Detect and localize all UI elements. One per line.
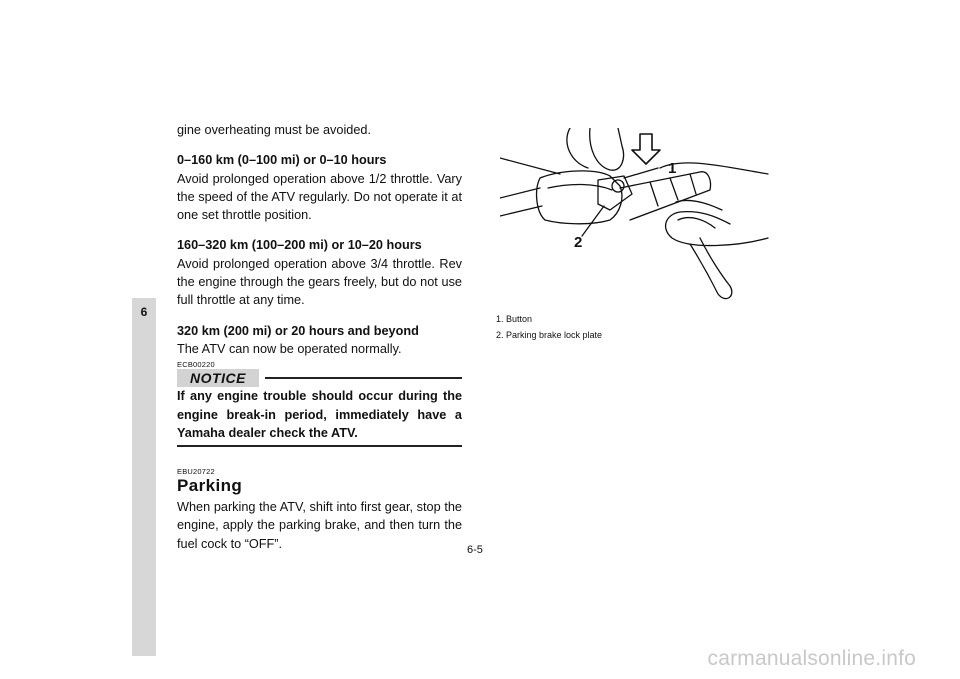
main-column: [177, 121, 462, 553]
stage-1-body: Avoid prolonged operation above 1/2 throttle. Vary the speed of the ATV regularly. Do not operate it at one set throttle position.: [177, 171, 462, 223]
notice-divider: [265, 377, 462, 379]
notice-badge: NOTICE: [177, 369, 259, 387]
left-thumb: [590, 128, 624, 170]
stage-3-heading: 320 km (200 mi) or 20 hours and beyond: [177, 323, 419, 338]
stage-3-body: The ATV can now be operated normally.: [177, 341, 402, 356]
parking-body: When parking the ATV, shift into first gear, stop the engine, apply the parking brake, and then turn the fuel cock to “OFF”.: [177, 500, 462, 551]
button: [612, 180, 624, 192]
page-number: 6-5: [467, 544, 483, 556]
handlebar: [500, 188, 542, 216]
parking-title: Parking: [177, 476, 243, 496]
callout-1: 1: [668, 160, 677, 177]
notice-text: If any engine trouble should occur during the engine break-in period, immediately have a Yamaha dealer check the ATV.: [177, 387, 462, 447]
stage-2-body: Avoid prolonged operation above 3/4 throttle. Rev the engine through the gears freely, but do not use full throttle at any time.: [177, 256, 462, 308]
intro-text: gine overheating must be avoided.: [177, 123, 371, 137]
press-arrow: [632, 134, 660, 164]
caption-2: 2. Parking brake lock plate: [496, 330, 603, 340]
chapter-number: 6: [140, 305, 148, 319]
stage-1-heading: 0–160 km (0–100 mi) or 0–10 hours: [177, 153, 387, 168]
handlebar-drawing: [500, 128, 770, 303]
callout-2: 2: [574, 234, 583, 251]
stage-2-heading: 160–320 km (100–200 mi) or 10–20 hours: [177, 238, 422, 253]
chapter-tab: [132, 298, 156, 656]
brake-lever: [690, 238, 732, 299]
cable: [500, 158, 560, 174]
parking-brake-illustration: [500, 128, 770, 303]
watermark: carmanualsonline.info: [707, 647, 916, 670]
caption-1: 1. Button: [496, 314, 533, 324]
parking-code: EBU20722: [177, 467, 215, 477]
figure-captions: [496, 311, 602, 343]
notice-header: [177, 369, 462, 387]
notice-code: ECB00220: [177, 360, 215, 370]
